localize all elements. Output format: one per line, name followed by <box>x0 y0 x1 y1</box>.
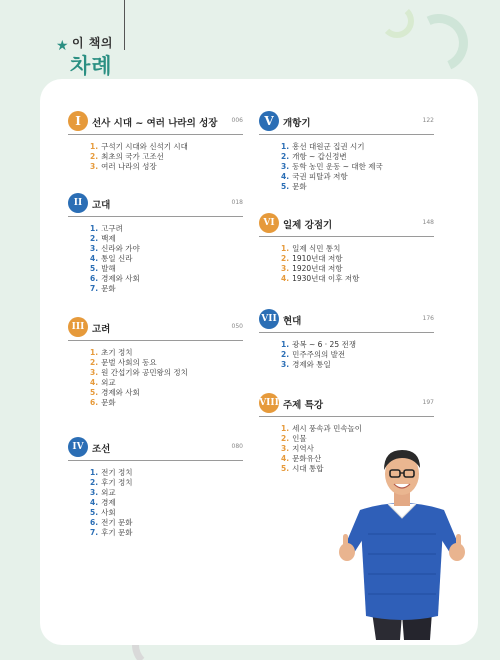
roman-numeral-badge: I <box>68 111 88 131</box>
section-title: 주제 특강 <box>283 400 324 411</box>
section-page-number: 148 <box>422 219 434 226</box>
section-header <box>68 319 243 341</box>
list-item: 4. 경제 <box>90 498 116 507</box>
list-item: 3. 외교 <box>90 488 116 497</box>
list-item: 1. 고구려 <box>90 224 123 233</box>
list-item: 4. 통일 신라 <box>90 254 133 263</box>
list-item: 3. 지역사 <box>281 444 314 453</box>
list-item: 3. 1920년대 저항 <box>281 264 343 273</box>
instructor-thumbs-up-illustration <box>338 444 466 640</box>
roman-numeral-badge: VII <box>259 309 279 329</box>
section-items <box>259 333 434 370</box>
section-7 <box>259 311 434 370</box>
section-header <box>259 113 434 135</box>
list-item: 3. 신라와 가야 <box>90 244 140 253</box>
section-page-number: 176 <box>422 315 434 322</box>
section-items <box>259 237 434 284</box>
roman-numeral-badge: IV <box>68 437 88 457</box>
list-item: 3. 원 간섭기와 공민왕의 정치 <box>90 368 188 377</box>
roman-numeral-badge: II <box>68 193 88 213</box>
list-item: 2. 최초의 국가 고조선 <box>90 152 164 161</box>
list-item: 5. 문화 <box>281 182 307 191</box>
header-subtitle: 이 책의 <box>72 36 113 50</box>
list-item: 1. 초기 정치 <box>90 348 133 357</box>
list-item: 1. 흥선 대원군 집권 시기 <box>281 142 365 151</box>
section-3 <box>68 319 243 408</box>
section-items <box>68 461 243 538</box>
section-page-number: 050 <box>231 323 243 330</box>
roman-numeral-badge: V <box>259 111 279 131</box>
section-page-number: 006 <box>231 117 243 124</box>
list-item: 3. 여러 나라의 성장 <box>90 162 157 171</box>
section-page-number: 080 <box>231 443 243 450</box>
section-title: 개항기 <box>283 118 311 129</box>
section-page-number: 122 <box>422 117 434 124</box>
section-items <box>68 341 243 408</box>
list-item: 2. 개항 ~ 갑신정변 <box>281 152 347 161</box>
section-title: 현대 <box>283 316 302 327</box>
section-items <box>68 217 243 294</box>
list-item: 2. 인물 <box>281 434 307 443</box>
star-icon: ★ <box>56 38 69 54</box>
list-item: 3. 동학 농민 운동 ~ 대한 제국 <box>281 162 383 171</box>
section-4 <box>68 439 243 538</box>
list-item: 5. 경제와 사회 <box>90 388 140 397</box>
list-item: 4. 문화유산 <box>281 454 322 463</box>
decorative-ring-top-right-small <box>380 4 414 38</box>
section-header <box>259 395 434 417</box>
section-2 <box>68 195 243 294</box>
section-header <box>68 113 243 135</box>
list-item: 5. 사회 <box>90 508 116 517</box>
list-item: 1. 일제 식민 통치 <box>281 244 341 253</box>
section-items <box>68 135 243 172</box>
list-item: 4. 국권 피탈과 저항 <box>281 172 348 181</box>
list-item: 6. 전기 문화 <box>90 518 133 527</box>
section-items <box>259 135 434 192</box>
section-header <box>259 311 434 333</box>
list-item: 7. 문화 <box>90 284 116 293</box>
list-item: 5. 시대 통합 <box>281 464 324 473</box>
list-item: 4. 1930년대 이후 저항 <box>281 274 360 283</box>
list-item: 2. 1910년대 저항 <box>281 254 343 263</box>
section-page-number: 197 <box>422 399 434 406</box>
list-item: 1. 전기 정치 <box>90 468 133 477</box>
list-item: 1. 광복 ~ 6 · 25 전쟁 <box>281 340 356 349</box>
list-item: 7. 후기 문화 <box>90 528 133 537</box>
section-5 <box>259 113 434 192</box>
list-item: 3. 경제와 통일 <box>281 360 331 369</box>
list-item: 6. 경제와 사회 <box>90 274 140 283</box>
list-item: 4. 외교 <box>90 378 116 387</box>
section-6 <box>259 215 434 284</box>
list-item: 2. 백제 <box>90 234 116 243</box>
section-header <box>259 215 434 237</box>
section-1 <box>68 113 243 172</box>
section-title: 고대 <box>92 200 111 211</box>
section-title: 조선 <box>92 444 111 455</box>
list-item: 5. 발해 <box>90 264 116 273</box>
list-item: 2. 민주주의의 발전 <box>281 350 346 359</box>
list-item: 1. 구석기 시대와 신석기 시대 <box>90 142 188 151</box>
section-title: 일제 강점기 <box>283 220 333 231</box>
list-item: 6. 문화 <box>90 398 116 407</box>
section-title: 고려 <box>92 324 111 335</box>
roman-numeral-badge: VI <box>259 213 279 233</box>
list-item: 1. 세시 풍속과 민속놀이 <box>281 424 363 433</box>
section-page-number: 018 <box>231 199 243 206</box>
roman-numeral-badge: III <box>68 317 88 337</box>
section-header <box>68 195 243 217</box>
list-item: 2. 문벌 사회의 동요 <box>90 358 157 367</box>
section-header <box>68 439 243 461</box>
section-title: 선사 시대 ~ 여러 나라의 성장 <box>92 118 218 129</box>
roman-numeral-badge: VIII <box>259 393 279 413</box>
list-item: 2. 후기 정치 <box>90 478 133 487</box>
header-title: 차례 <box>70 54 113 78</box>
